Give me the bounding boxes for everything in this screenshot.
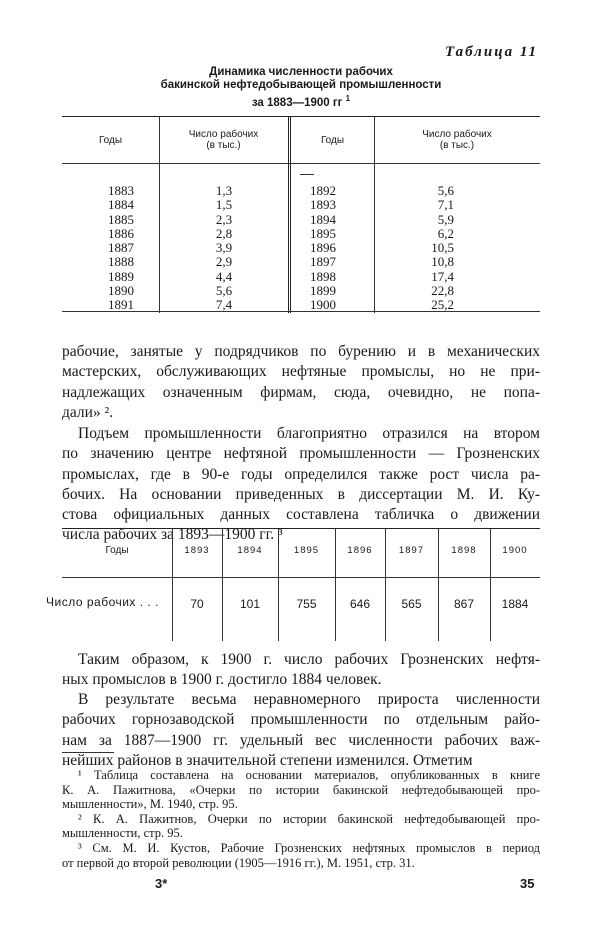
text-line: по значению центре нефтяной промышленности — Грозненских (62, 445, 540, 463)
text-line: В результате весьма неравномерного прироста численности (78, 691, 540, 708)
value-cell: 646 (349, 597, 371, 611)
text-line: стова официальных данных составлена табличка о движении (62, 506, 540, 524)
text-line: рабочие, занятые у подрядчиков по бурению и в механических (62, 343, 540, 360)
table-cell: 1896 (310, 240, 336, 256)
years-column-right (310, 184, 336, 313)
table-cell: 1886 (108, 225, 134, 241)
table-cell: 10,5 (431, 240, 454, 256)
value-cell: 867 (453, 597, 475, 611)
table-cell: 1889 (108, 268, 134, 284)
text-line: надлежащих означенным фирмам, сюда, очевидно, не попа- (62, 383, 540, 401)
footnote-line: мышленности, стр. 95. (62, 826, 183, 841)
header-years: Годы (98, 135, 123, 146)
divider (62, 577, 540, 578)
footnote-line: ¹ Таблица составлена на основании материалов, опубликованных в книге (78, 768, 540, 782)
text-line: нам за 1887—1900 гг. удельный вес численности рабочих важ- (62, 731, 540, 749)
values-column-right (392, 184, 454, 313)
text-line: ных промыслов в 1900 г. достигло 1884 человек. (62, 671, 382, 689)
footnote-line: мышленности», М. 1940, стр. 95. (62, 797, 238, 812)
paragraph-1 (62, 342, 540, 423)
text-line: Таким образом, к 1900 г. число рабочих Грозненских нефтя- (78, 651, 540, 668)
table-cell: 5,6 (215, 283, 233, 299)
table-cell: 6,2 (437, 225, 454, 241)
footnote-line: от первой до второй революции (1905—1916 гг.), М. 1951, стр. 31. (62, 855, 415, 870)
table-caption: Таблица 11 (444, 44, 538, 60)
table-cell: 10,8 (431, 254, 454, 270)
table-cell: 1893 (310, 197, 336, 213)
footnote-ref: 1 (345, 94, 351, 103)
year-cell: 1897 (398, 545, 425, 556)
value-cell: 755 (296, 597, 317, 611)
footnotes (62, 768, 540, 870)
table-cell: 1894 (310, 211, 336, 227)
workers-table-grozny (46, 528, 540, 641)
table-cell: 7,4 (215, 297, 233, 313)
table-cell: 1890 (108, 283, 134, 299)
table-cell: 4,4 (215, 268, 233, 284)
header-years: Годы (320, 135, 345, 146)
footnote-rule (62, 752, 114, 753)
paragraph-4 (62, 690, 540, 771)
text-line: числа рабочих за 1893—1900 гг. ³ (62, 526, 283, 544)
table-cell: 1883 (108, 183, 134, 198)
table-title-line: бакинской нефтедобывающей промышленности (160, 79, 442, 91)
table-cell: 1891 (108, 297, 134, 313)
header-years: Годы (105, 545, 129, 556)
workers-table-baku (62, 116, 540, 313)
table-cell: 1887 (108, 240, 134, 256)
year-cell: 1895 (293, 545, 320, 556)
text-line: мастерских, обслуживающих нефтяные промыслы, но не при- (62, 363, 540, 381)
table-cell: 1897 (310, 254, 336, 270)
footnote-line: ³ См. М. И. Кустов, Рабочие Грозненских нефтяных промыслов в период (78, 840, 540, 855)
table-cell: 1,3 (215, 183, 233, 198)
value-cell: 1884 (501, 597, 529, 611)
table-title-line: за 1883—1900 гг (251, 96, 343, 109)
table-cell: 2,3 (215, 211, 233, 227)
table-cell: 1898 (310, 268, 336, 284)
row-label: Число рабочих . . . (46, 595, 159, 609)
table-title-line: Динамика численности рабочих (209, 66, 393, 78)
table-title (62, 66, 540, 110)
table-cell: 5,6 (437, 183, 454, 198)
year-cell: 1896 (347, 545, 373, 556)
table-cell: 3,9 (215, 240, 233, 256)
table-cell: 1900 (310, 297, 336, 313)
text-line: рабочих горнозаводской промышленности по отдельным райо- (62, 711, 540, 729)
text-line: промыслах, где в 90-е годы определился также рост числа ра- (62, 465, 540, 483)
table-cell: 25,2 (431, 297, 454, 313)
value-cell: 70 (190, 597, 204, 611)
footnote-line: К. А. Пажитнова, «Очерки по истории бакинской нефтедобывающей про- (62, 782, 540, 797)
year-cell: 1894 (237, 545, 263, 556)
table-cell: 2,9 (215, 254, 233, 270)
table-cell: 22,8 (431, 283, 454, 299)
paragraph-3 (62, 650, 540, 691)
year-cell: 1898 (451, 545, 477, 556)
table-cell: 17,4 (431, 268, 454, 284)
table-cell: 7,1 (437, 197, 454, 213)
value-cell: 565 (401, 597, 422, 611)
table-cell: 2,8 (215, 225, 233, 241)
year-cell: 1900 (502, 545, 528, 556)
table-cell: 1885 (108, 211, 134, 227)
text-line: Подъем промышленности благоприятно отразился на втором (78, 425, 540, 442)
header-workers: Число рабочих (в тыс.) (422, 129, 492, 151)
text-line: нейших районов в значительной степени изменился. Отметим (62, 751, 473, 769)
value-cell: 101 (239, 597, 261, 611)
page-number: 35 (520, 876, 535, 891)
table-cell: 1892 (310, 183, 336, 198)
signature-mark: 3* (155, 876, 168, 891)
divider (62, 163, 540, 164)
table-cell: 1895 (310, 225, 336, 241)
table-cell: 1,5 (215, 197, 233, 213)
year-cell: 1893 (184, 545, 210, 556)
text-line: бочих. На основании приведенных в диссертации М. И. Ку- (62, 485, 540, 503)
dash-mark (300, 174, 314, 175)
table-cell: 1888 (108, 254, 134, 270)
table-cell: 1884 (108, 197, 134, 213)
text-line: дали» ². (62, 403, 114, 421)
table-cell: 5,9 (437, 211, 454, 227)
table-cell: 1899 (310, 283, 336, 299)
header-workers: Число рабочих (в тыс.) (188, 129, 259, 151)
divider (288, 117, 291, 313)
footnote-line: ² К. А. Пажитнов, Очерки по истории бакинской нефтедобывающей про- (78, 811, 540, 826)
years-column-left (108, 184, 134, 313)
values-column-left (192, 184, 256, 313)
